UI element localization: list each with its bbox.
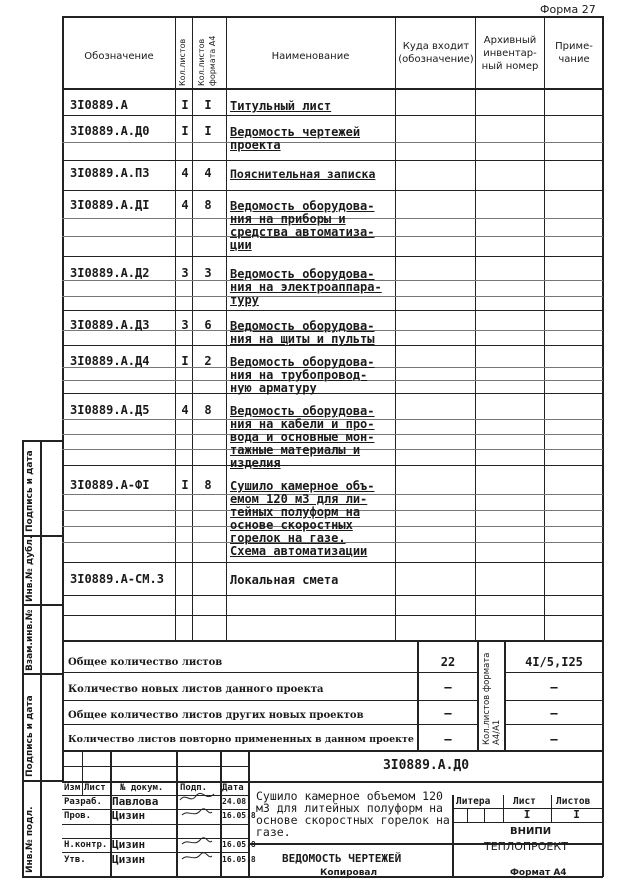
col-line-1 (175, 16, 176, 640)
summary-col-1 (417, 640, 419, 750)
stamp-col-sign: Подп. (180, 783, 208, 793)
row-separator (62, 115, 603, 116)
frame-right (602, 16, 604, 877)
row-sheets: 4 (181, 198, 189, 212)
summary-reused-label: Количество листов повторно примененных в данном проекте (68, 734, 414, 745)
side-label-inv-dup: Инв.№ дубл. (25, 535, 35, 602)
summary-other-value: – (444, 706, 452, 720)
summary-line-3c (505, 724, 602, 725)
stamp-role: Пров. (64, 811, 92, 821)
row-code: 3I0889.A.Д0 (70, 124, 150, 138)
row-sheets-a4: 6 (204, 318, 212, 332)
row-separator (62, 595, 603, 596)
stamp-col-list: Лист (84, 783, 106, 793)
header-name: Наименование (271, 51, 350, 62)
row-code: 3I0889.A.Д2 (70, 266, 150, 280)
stamp-sheets-label: Листов (556, 796, 591, 807)
row-code: 3I0889.A.Д5 (70, 403, 150, 417)
side-label-vzam-inv: Взам.инв.№ (25, 609, 35, 671)
row-title: Ведомость оборудова- ния на приборы и средства автоматиза- ции (230, 199, 375, 252)
stamp-role: Утв. (64, 855, 86, 865)
row-title: Ведомость оборудова- ния на щиты и пульты (230, 319, 375, 346)
row-code: 3I0889.A.ДI (70, 198, 150, 212)
summary-line-1c (505, 672, 602, 673)
side-line-4 (22, 780, 62, 782)
row-separator (62, 615, 603, 616)
row-title: Ведомость чертежей проекта (230, 125, 361, 152)
footer-format: Формат А4 (510, 868, 567, 878)
stamp-name: Цизин (112, 853, 146, 866)
row-title: Пояснительная записка (230, 167, 376, 181)
summary-line-1 (62, 672, 417, 673)
row-code: 3I0889.A (70, 98, 128, 112)
summary-line-1b (417, 672, 477, 673)
stamp-org-line1: ВНИПИ (510, 826, 552, 837)
row-title: Ведомость оборудова- ния на трубопровод- ную арматуру (230, 355, 375, 395)
stamp-date: 16.05.8 (222, 840, 256, 849)
row-separator (62, 256, 603, 257)
stamp-col-i (467, 808, 468, 822)
stamp-date: 24.08 (222, 797, 247, 806)
col-line-3 (226, 16, 227, 640)
row-code: 3I0889.A-ФI (70, 478, 150, 492)
summary-line-2 (62, 700, 417, 701)
stamp-sheet-value: I (523, 808, 531, 821)
stamp-col-izm: Изм (64, 783, 81, 793)
header-designation: Обозначение (84, 51, 154, 62)
summary-total-a4: 4I/5,I25 (525, 655, 583, 669)
side-strip-right (40, 440, 42, 877)
stamp-name: Павлова (112, 795, 159, 808)
row-code: 3I0889.A.П3 (70, 166, 150, 180)
row-separator (62, 310, 603, 311)
row-title: Ведомость оборудова- ния на кабели и про- вода и основные мон- тажные материалы и изделия (230, 404, 375, 470)
summary-line-2b (417, 700, 477, 701)
header-sheets-count: Кол.листов (178, 38, 187, 86)
stamp-col-f (452, 795, 454, 876)
stamp-object-title: Сушило камерное объемом 120 м3 для литейных полуформ на основе скоростных горелок на газе. (256, 789, 450, 839)
frame-top (62, 16, 603, 18)
row-sheets: 3 (181, 266, 189, 280)
row-sheets-a4: 4 (204, 166, 212, 180)
side-line-3 (22, 673, 62, 675)
stamp-sheets-value: I (573, 808, 580, 821)
stamp-date: 16.05.8 (222, 811, 256, 820)
stamp-col-doc: № докум. (120, 783, 164, 793)
summary-reused-a4: – (550, 732, 558, 746)
stamp-col-a (82, 750, 83, 796)
side-label-sign-date-top: Подпись и дата (25, 450, 35, 532)
row-title: Локальная смета (230, 573, 339, 587)
row-sheets: 3 (181, 318, 189, 332)
row-sheets: I (181, 478, 189, 492)
summary-other-a4: – (550, 706, 558, 720)
header-bottom-line (62, 88, 603, 90)
side-label-inv-orig: Инв.№ подл. (25, 806, 35, 873)
row-sheets: I (181, 98, 189, 112)
form-label: Форма 27 (540, 3, 596, 16)
summary-new-value: – (444, 680, 452, 694)
stamp-col-j (484, 808, 485, 822)
row-title: Сушило камерное объ- емом 120 м3 для ли- тейных полуформ на основе скоростных горелок на газе. Схема автоматизации (230, 479, 375, 558)
stamp-role: Разраб. (64, 797, 102, 807)
row-sheets: I (181, 124, 189, 138)
stamp-name: Цизин (112, 809, 146, 822)
frame-left (62, 16, 64, 781)
header-note: Приме-чание (555, 41, 593, 65)
row-sheets-a4: 8 (204, 403, 212, 417)
summary-top-line (62, 640, 603, 642)
side-strip-left (22, 440, 24, 877)
summary-col-2 (477, 640, 479, 750)
row-sheets-a4: 3 (204, 266, 212, 280)
footer-copied: Копировал (320, 868, 378, 878)
row-sheets-a4: I (204, 124, 212, 138)
stamp-top-line (62, 750, 603, 752)
stamp-col-date: Дата (222, 783, 244, 793)
summary-total-label: Общее количество листов (68, 657, 223, 668)
row-code: 3I0889.A-СМ.3 (70, 572, 164, 586)
row-code: 3I0889.A.Д3 (70, 318, 150, 332)
row-title: Ведомость оборудова- ния на электроаппара- туру (230, 267, 382, 307)
summary-total-value: 22 (440, 655, 456, 669)
summary-new-label: Количество новых листов данного проекта (68, 684, 324, 695)
stamp-sheet-label: Лист (513, 796, 536, 807)
summary-other-label: Общее количество листов других новых проектов (68, 710, 364, 721)
row-title: Титульный лист (230, 99, 332, 113)
stamp-name: Цизин (112, 838, 146, 851)
col-line-5 (475, 16, 476, 640)
stamp-sheet-title: ВЕДОМОСТЬ ЧЕРТЕЖЕЙ (282, 852, 402, 865)
header-sheets-a4: Кол.листов формата А4 (197, 35, 217, 86)
stamp-date: 16.05.8 (222, 855, 256, 864)
summary-a4-vertical-label: Кол.листов формата А4/А1 (482, 652, 502, 745)
row-sheets-a4: 2 (204, 354, 212, 368)
stamp-litera-label: Литера (456, 796, 491, 807)
row-sheets: 4 (181, 403, 189, 417)
row-sheets-a4: I (204, 98, 212, 112)
side-label-sign-date-bottom: Подпись и дата (25, 695, 35, 777)
stamp-org-line2: ТЕПЛОПРОЕКТ (484, 840, 568, 853)
row-sheets-a4: 8 (204, 198, 212, 212)
row-sheets-a4: 8 (204, 478, 212, 492)
row-sheets: 4 (181, 166, 189, 180)
stamp-role: Н.контр. (64, 840, 108, 850)
row-sheets: I (181, 354, 189, 368)
summary-line-3b (417, 724, 477, 725)
summary-line-3 (62, 724, 417, 725)
row-code: 3I0889.A.Д4 (70, 354, 150, 368)
summary-reused-value: – (444, 732, 452, 746)
stamp-doc-code: 3I0889.A.Д0 (382, 758, 470, 773)
signature-marks (176, 782, 220, 876)
row-separator (62, 160, 603, 161)
summary-new-a4: – (550, 680, 558, 694)
col-line-6 (544, 16, 545, 640)
stamp-line-j (452, 822, 603, 823)
summary-line-2c (505, 700, 602, 701)
row-separator (62, 190, 603, 191)
header-where-used: Куда входит (обозначение) (398, 41, 474, 65)
row-separator (62, 562, 603, 563)
header-archive-no: Архивный инвентар-ный номер (481, 35, 539, 72)
